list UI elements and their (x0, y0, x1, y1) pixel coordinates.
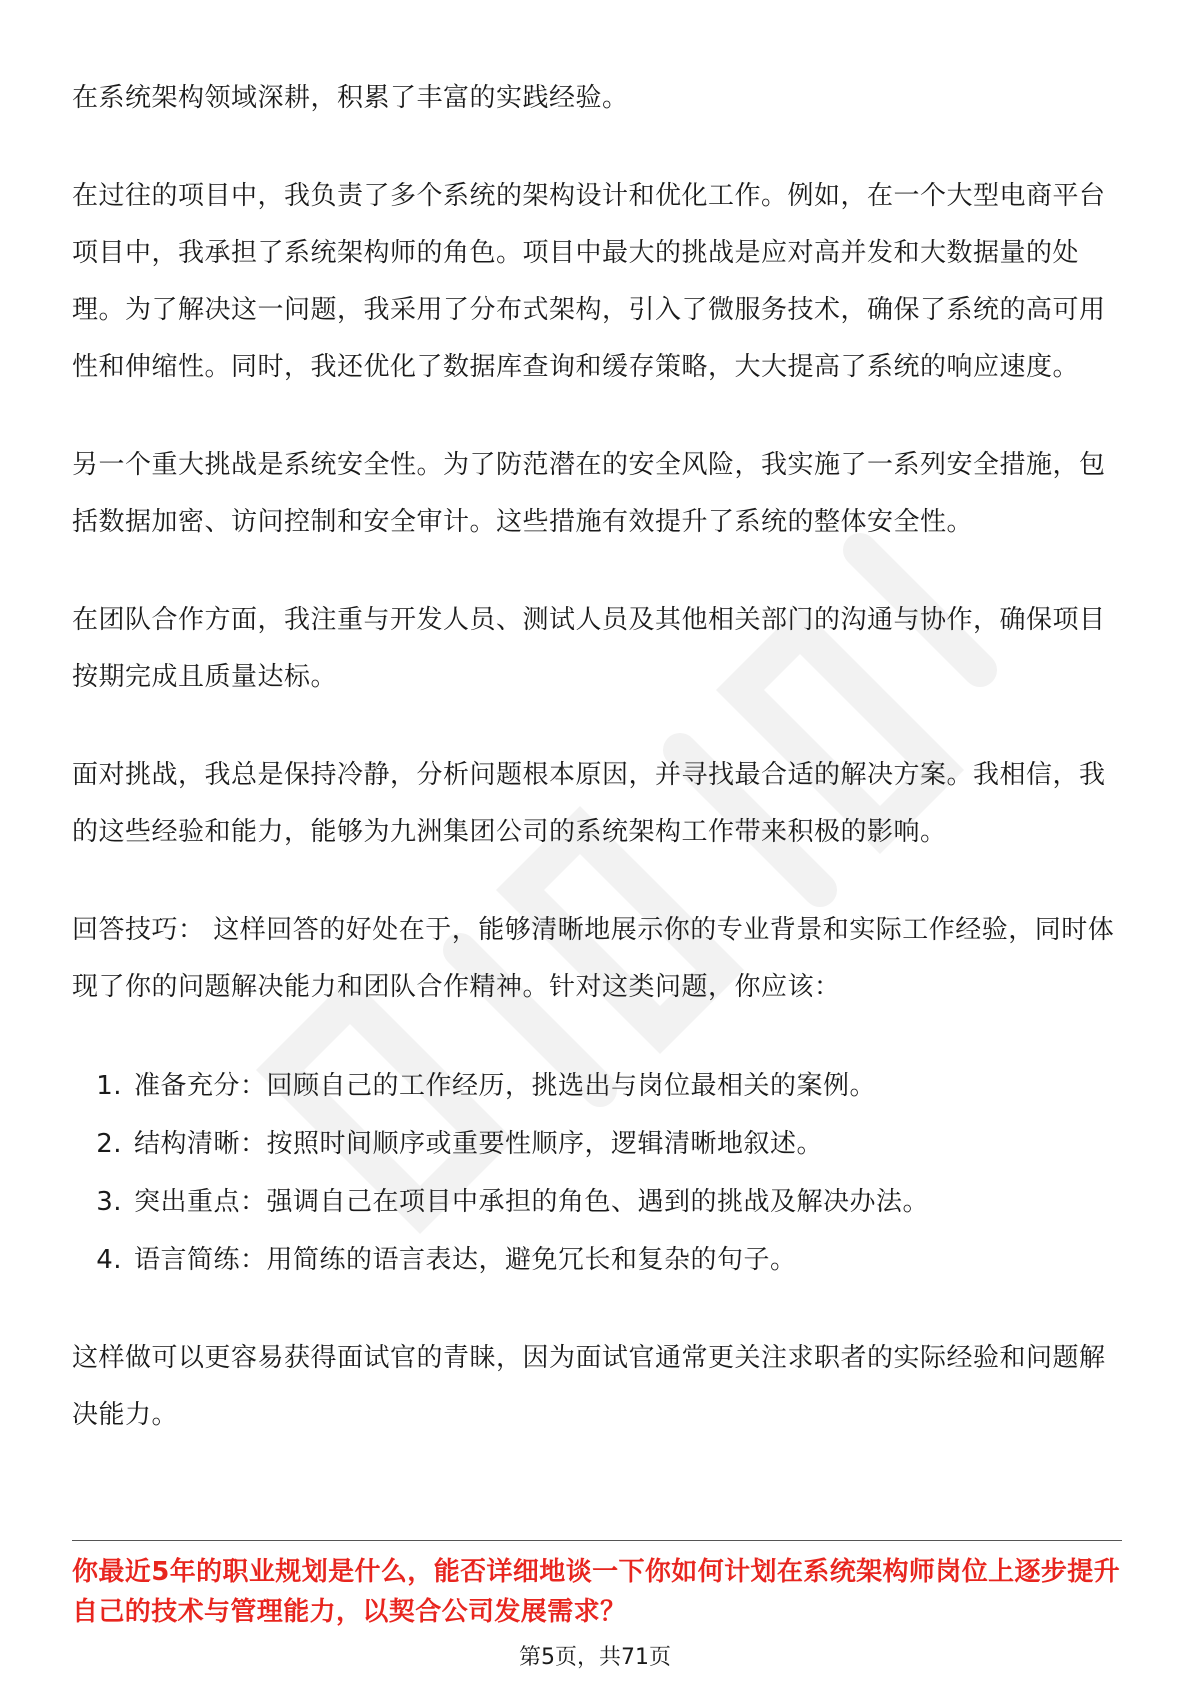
next-question-heading: 你最近5年的职业规划是什么，能否详细地谈一下你如何计划在系统架构师岗位上逐步提升自己的技术与管理能力，以契合公司发展需求？ (72, 1557, 1121, 1627)
list-item (72, 1057, 1122, 1115)
paragraph-security: 另一个重大挑战是系统安全性。为了防范潜在的安全风险，我实施了一系列安全措施，包括数据加密、访问控制和安全审计。这些措施有效提升了系统的整体安全性。 (72, 450, 1106, 537)
paragraph-teamwork: 在团队合作方面，我注重与开发人员、测试人员及其他相关部门的沟通与协作，确保项目按期完成且质量达标。 (72, 605, 1106, 692)
list-item (72, 1231, 1122, 1289)
list-item-text: 突出重点：强调自己在项目中承担的角色、遇到的挑战及解决办法。 (134, 1187, 930, 1217)
list-item-number: 3. (96, 1187, 122, 1217)
paragraph-closing: 这样做可以更容易获得面试官的青睐，因为面试官通常更关注求职者的实际经验和问题解决能力。 (72, 1343, 1106, 1430)
list-item (72, 1115, 1122, 1173)
list-item-number: 4. (96, 1245, 122, 1275)
section-divider (72, 1540, 1122, 1541)
list-item-text: 语言简练：用简练的语言表达，避免冗长和复杂的句子。 (134, 1245, 797, 1275)
list-item-text: 准备充分：回顾自己的工作经历，挑选出与岗位最相关的案例。 (134, 1071, 877, 1101)
tips-list (72, 1057, 1122, 1289)
document-body (72, 70, 1122, 1485)
paragraph-problem-solving: 面对挑战，我总是保持冷静，分析问题根本原因，并寻找最合适的解决方案。我相信，我的这些经验和能力，能够为九洲集团公司的系统架构工作带来积极的影响。 (72, 760, 1106, 847)
list-item (72, 1173, 1122, 1231)
paragraph-answer-tips: 回答技巧： 这样回答的好处在于，能够清晰地展示你的专业背景和实际工作经验，同时体现了你的问题解决能力和团队合作精神。针对这类问题，你应该： (72, 915, 1115, 1002)
page-number: 第5页，共71页 (519, 1645, 671, 1670)
paragraph-intro: 在系统架构领域深耕，积累了丰富的实践经验。 (72, 83, 629, 113)
list-item-text: 结构清晰：按照时间顺序或重要性顺序，逻辑清晰地叙述。 (134, 1129, 824, 1159)
list-item-number: 2. (96, 1129, 122, 1159)
paragraph-project-experience: 在过往的项目中，我负责了多个系统的架构设计和优化工作。例如，在一个大型电商平台项目中，我承担了系统架构师的角色。项目中最大的挑战是应对高并发和大数据量的处理。为了解决这一问题，我采用了分布式架构，引入了微服务技术，确保了系统的高可用性和伸缩性。同时，我还优化了数据库查询和缓存策略，大大提高了系统的响应速度。 (72, 181, 1106, 382)
list-item-number: 1. (96, 1071, 122, 1101)
